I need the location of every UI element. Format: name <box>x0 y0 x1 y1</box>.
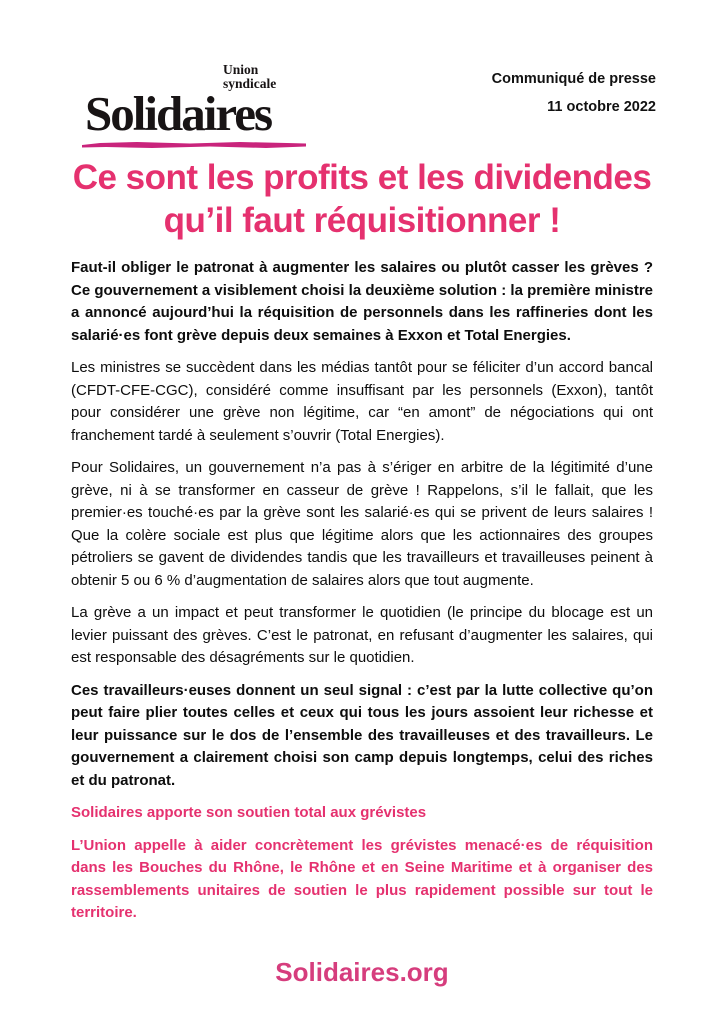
website-link[interactable]: Solidaires.org <box>275 957 449 987</box>
body-paragraph: Ces travailleurs·euses donnent un seul signal : c’est par la lutte collective qu’on peut faire plier toutes celles et ceux qui tous les jours assoient leur richesse et leur puissance sur le dos de l’ensemble des travailleuses et des travailleurs. Le gouvernement a clairement choisi son camp depuis longtemps, celui des riches et du patronat. <box>71 681 653 789</box>
body-text <box>71 257 653 935</box>
logo-wordmark: Solidaires <box>85 86 272 142</box>
page-title-line2: qu’il faut réquisitionner ! <box>163 201 561 241</box>
logo-tagline-line1: Union <box>223 62 259 77</box>
body-paragraph: Faut-il obliger le patronat à augmenter les salaires ou plutôt casser les grèves ? Ce gouvernement a visiblement choisi la deuxième solution : la première ministre a annoncé aujourd’hui la réquisition de personnels dans les raffineries dont les salarié·es font grève depuis deux semaines à Exxon et Total Energies. <box>71 259 653 344</box>
doc-date: 11 octobre 2022 <box>547 98 656 115</box>
call-to-action-paragraph: L’Union appelle à aider concrètement les grévistes menacé·es de réquisition dans les Bouches du Rhône, le Rhône et en Seine Maritime et à organiser des rassemblements unitaires de soutien le plus rapidement possible sur tout le territoire. <box>71 836 653 921</box>
logo-tagline-line2: syndicale <box>223 76 277 92</box>
body-paragraph: Les ministres se succèdent dans les médias tantôt pour se féliciter d’un accord bancal (CFDT-CFE-CGC), considéré comme insuffisant par les personnels (Exxon), tantôt pour considérer une grève non légitime, car “en amont” de négociations qui ont franchement tardé à seulement s’ouvrir (Total Energies). <box>71 359 653 444</box>
page-title-line1: Ce sont les profits et les dividendes <box>72 158 652 197</box>
doc-type-label: Communiqué de presse <box>491 71 656 87</box>
body-paragraph: Pour Solidaires, un gouvernement n’a pas à s’ériger en arbitre de la légitimité d’une grève, ni à se transformer en casseur de grève ! Rappelons, s’il le fallait, que les premier·es touché·es par la grève sont les salarié·es qui se privent de leurs salaires ! Que la colère sociale est plus que légitime alors que les actionnaires des groupes pétroliers se gavent de dividendes tandis que les travailleurs et travailleuses peinent à obtenir 5 ou 6 % d’augmentation de salaires alors que tout augmente. <box>71 459 653 589</box>
support-statement-heading: Solidaires apporte son soutien total aux grévistes <box>71 804 427 821</box>
page-title <box>0 156 724 242</box>
header-meta <box>492 72 656 114</box>
solidaires-logo <box>85 63 315 148</box>
body-paragraph: La grève a un impact et peut transformer le quotidien (le principe du blocage est un levier puissant des grèves. C’est le patronat, en refusant d’augmenter les salaires, qui est responsable des désagréments sur le quotidien. <box>71 604 653 666</box>
footer <box>0 957 724 988</box>
